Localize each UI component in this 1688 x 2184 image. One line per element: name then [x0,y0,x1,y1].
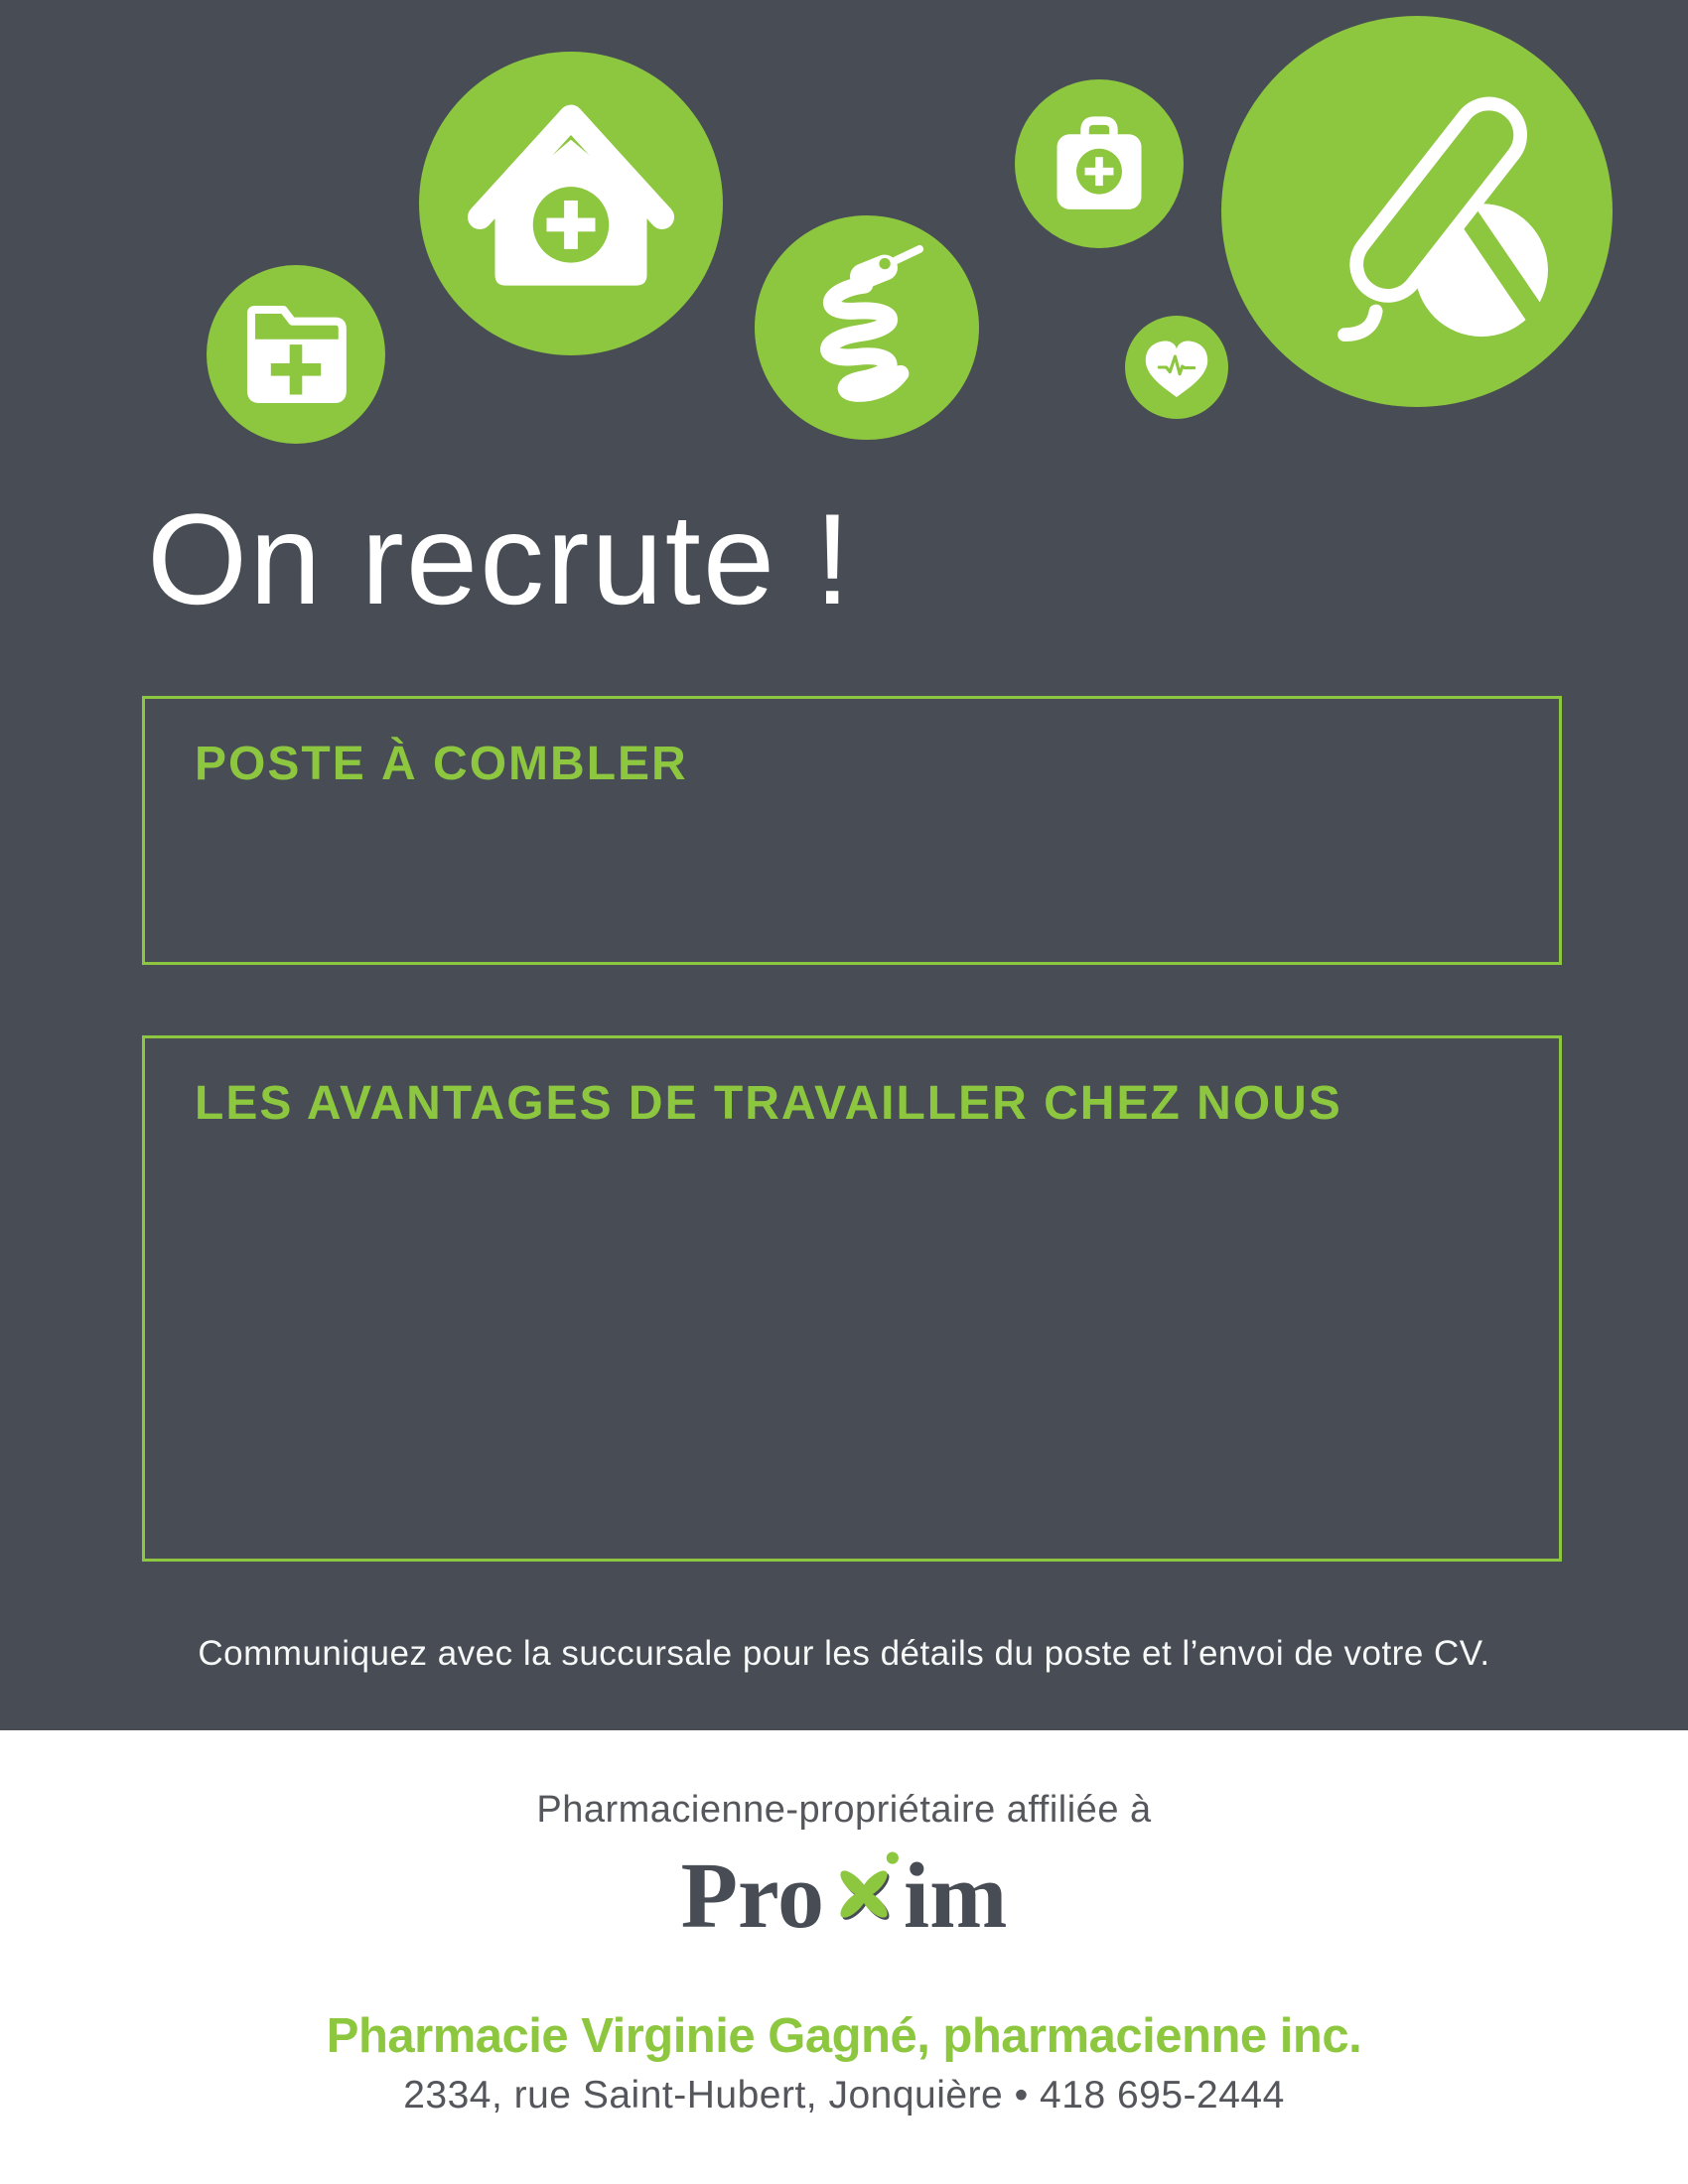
first-aid-kit-icon [1015,79,1184,248]
affiliation-text: Pharmacienne-propriétaire affiliée à [536,1789,1152,1831]
folder-plus-icon [207,265,385,444]
proxim-logo-post: im [904,1843,1008,1948]
pharmacy-name: Pharmacie Virginie Gagné, pharmacienne inc. [326,2008,1362,2063]
proxim-logo-pre: Pro [680,1843,825,1948]
position-to-fill-box [142,696,1562,965]
benefits-box-label: LES AVANTAGES DE TRAVAILLER CHEZ NOUS [195,1077,1342,1130]
logo-green-dot [887,1851,899,1863]
footer [0,1730,1688,2184]
contact-note: Communiquez avec la succursale pour les détails du poste et l’envoi de votre CV. [198,1634,1490,1673]
proxim-logo [0,1843,1688,1948]
heart-pulse-icon [1125,316,1228,419]
address-phone: 2334, rue Saint-Hubert, Jonquière • 418 695-2444 [403,2073,1285,2116]
medical-house-icon [419,52,723,355]
benefits-box [142,1035,1562,1562]
asclepius-staff-icon [755,215,979,440]
page-title: On recrute ! [147,486,853,631]
proxim-x-leaves-icon [826,1850,902,1935]
capsule-pill-icon [1221,16,1613,407]
position-box-label: POSTE À COMBLER [195,738,688,790]
